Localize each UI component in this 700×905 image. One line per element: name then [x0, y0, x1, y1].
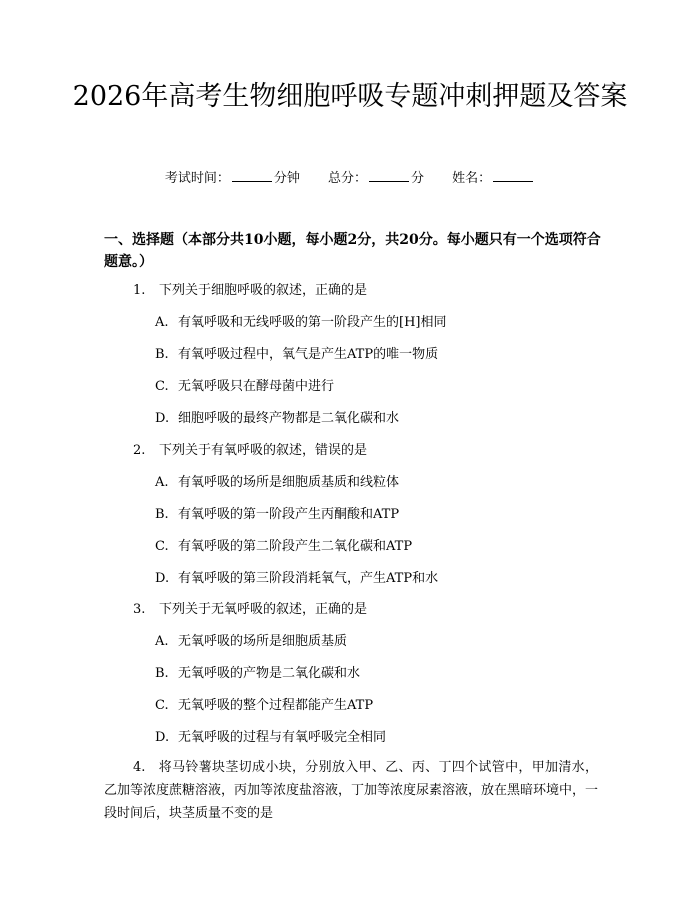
option-letter: D. [155, 730, 170, 745]
question-1-option-c [155, 377, 334, 397]
question-2 [133, 441, 367, 461]
option-letter: D. [155, 571, 170, 586]
option-text: 无氧呼吸的整个过程都能产生ATP [178, 698, 374, 713]
question-3-option-c [155, 696, 373, 716]
question-1-option-d [155, 409, 399, 429]
question-number: 1. [133, 283, 146, 298]
option-text: 有氧呼吸的第二阶段产生二氧化碳和ATP [178, 539, 413, 554]
question-2-option-d [155, 569, 438, 589]
option-letter: C. [155, 539, 169, 554]
section-heading: 一、选择题（本部分共10小题，每小题2分，共20分。每小题只有一个选项符合题意。） [104, 232, 601, 270]
question-4 [104, 756, 598, 825]
question-3-option-b [155, 664, 360, 684]
exam-info-line [0, 168, 700, 189]
option-letter: C. [155, 698, 169, 713]
question-number: 3. [133, 602, 146, 617]
question-number: 4. [133, 760, 146, 775]
option-text: 细胞呼吸的最终产物都是二氧化碳和水 [178, 411, 400, 426]
option-text: 有氧呼吸的场所是细胞质基质和线粒体 [178, 475, 400, 490]
document-title: 2026年高考生物细胞呼吸专题冲刺押题及答案 [72, 81, 628, 112]
option-letter: A. [155, 315, 169, 330]
question-1 [133, 281, 367, 301]
name-label: 姓名： [452, 171, 492, 186]
total-score-label: 总分： [327, 171, 367, 186]
question-stem: 下列关于无氧呼吸的叙述，正确的是 [159, 602, 368, 617]
exam-time-label: 考试时间： [164, 171, 230, 186]
option-text: 有氧呼吸和无线呼吸的第一阶段产生的[H]相同 [178, 315, 447, 330]
question-2-option-b [155, 505, 399, 525]
question-2-option-a [155, 473, 399, 493]
option-text: 无氧呼吸只在酵母菌中进行 [178, 379, 335, 394]
option-text: 无氧呼吸的产物是二氧化碳和水 [178, 666, 361, 681]
question-3-option-d [155, 728, 386, 748]
total-score [328, 168, 424, 189]
option-text: 有氧呼吸的第一阶段产生丙酮酸和ATP [178, 507, 400, 522]
question-stem: 下列关于细胞呼吸的叙述，正确的是 [159, 283, 368, 298]
question-2-option-c [155, 537, 412, 557]
question-3 [133, 600, 367, 620]
option-text: 有氧呼吸的第三阶段消耗氧气，产生ATP和水 [178, 571, 439, 586]
question-3-option-a [155, 632, 347, 652]
question-1-option-a [155, 313, 446, 333]
option-text: 有氧呼吸过程中，氧气是产生ATP的唯一物质 [178, 347, 439, 362]
option-text: 无氧呼吸的过程与有氧呼吸完全相同 [178, 730, 387, 745]
option-letter: A. [155, 634, 169, 649]
question-1-option-b [155, 345, 438, 365]
option-letter: B. [155, 666, 169, 681]
total-score-blank [369, 168, 409, 182]
question-stem: 下列关于有氧呼吸的叙述，错误的是 [159, 443, 368, 458]
option-letter: B. [155, 347, 169, 362]
question-number: 2. [133, 443, 146, 458]
total-score-unit: 分 [411, 171, 425, 186]
exam-time [165, 168, 300, 189]
option-letter: A. [155, 475, 169, 490]
option-letter: D. [155, 411, 170, 426]
question-stem: 将马铃薯块茎切成小块，分别放入甲、乙、丙、丁四个试管中，甲加清水，乙加等浓度蔗糖溶液，丙加等浓度盐溶液，丁加等浓度尿素溶液，放在黑暗环境中，一段时间后，块茎质量不变的是 [104, 760, 599, 821]
student-name [452, 168, 535, 189]
exam-time-blank [232, 168, 272, 182]
name-blank [493, 168, 533, 182]
option-letter: B. [155, 507, 169, 522]
option-text: 无氧呼吸的场所是细胞质基质 [178, 634, 348, 649]
exam-time-unit: 分钟 [273, 171, 300, 186]
option-letter: C. [155, 379, 169, 394]
